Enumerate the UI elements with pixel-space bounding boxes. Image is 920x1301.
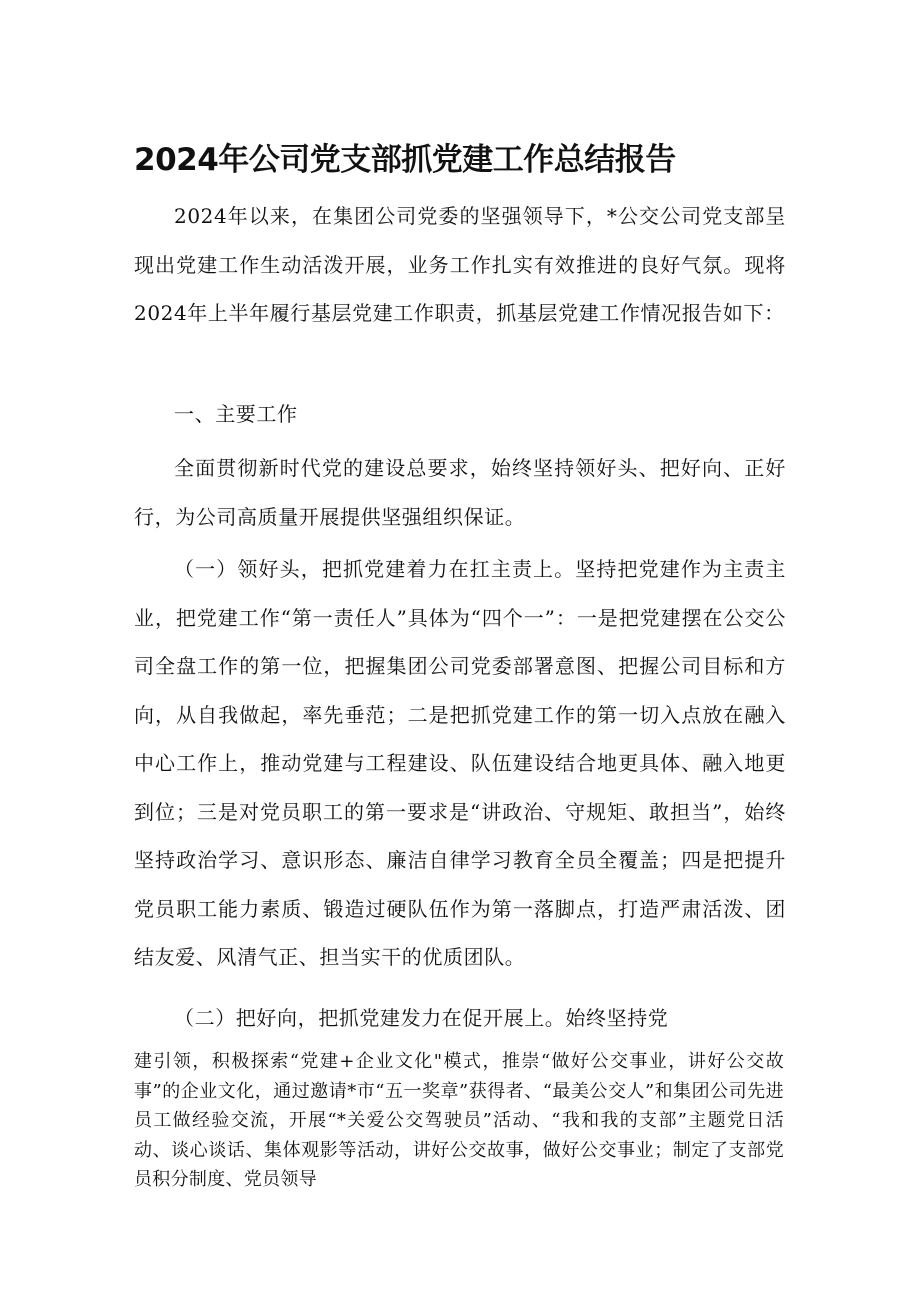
intro-paragraph: 2024年以来，在集团公司党委的坚强领导下，*公交公司党支部呈现出党建工作生动活泼开展，业务工作扎实有效推进的良好气氛。现将2024年上半年履行基层党建工作职责，抓基层党建工作情况报告如下： [134, 204, 786, 325]
item-2-heading-paragraph: （二）把好向，把抓党建发力在促开展上。始终坚持党 [174, 1006, 669, 1030]
section-intro-paragraph: 全面贯彻新时代党的建设总要求，始终坚持领好头、把好向、正好行，为公司高质量开展提供坚强组织保证。 [134, 456, 786, 529]
document-title: 2024年公司党支部抓党建工作总结报告 [134, 142, 676, 178]
section-heading: 一、主要工作 [174, 402, 298, 426]
item-1-paragraph: （一）领好头，把抓党建着力在扛主责上。坚持把党建作为主责主业，把党建工作“第一责任人”具体为“四个一”：一是把党建摆在公交公司全盘工作的第一位，把握集团公司党委部署意图、把握公司目标和方向，从自我做起，率先垂范；二是把抓党建工作的第一切入点放在融入中心工作上，推动党建与工程建设、队伍建设结合地更具体、融入地更到位；三是对党员职工的第一要求是“讲政治、守规矩、敢担当”，始终坚持政治学习、意识形态、廉洁自律学习教育全员全覆盖；四是把提升党员职工能力素质、锻造过硬队伍作为第一落脚点，打造严肃活泼、团结友爱、风清气正、担当实干的优质团队。 [134, 557, 786, 969]
item-2-body-paragraph: 建引领，积极探索“党建+企业文化"模式，推崇“做好公交事业，讲好公交故事”的企业文化，通过邀请*市“五一奖章”获得者、“最美公交人”和集团公司先进员工做经验交流，开展“*关爱公交驾驶员”活动、“我和我的支部”主题党日活动、谈心谈话、集体观影等活动，讲好公交故事，做好公交事业；制定了支部党员积分制度、党员领导 [134, 1051, 784, 1190]
